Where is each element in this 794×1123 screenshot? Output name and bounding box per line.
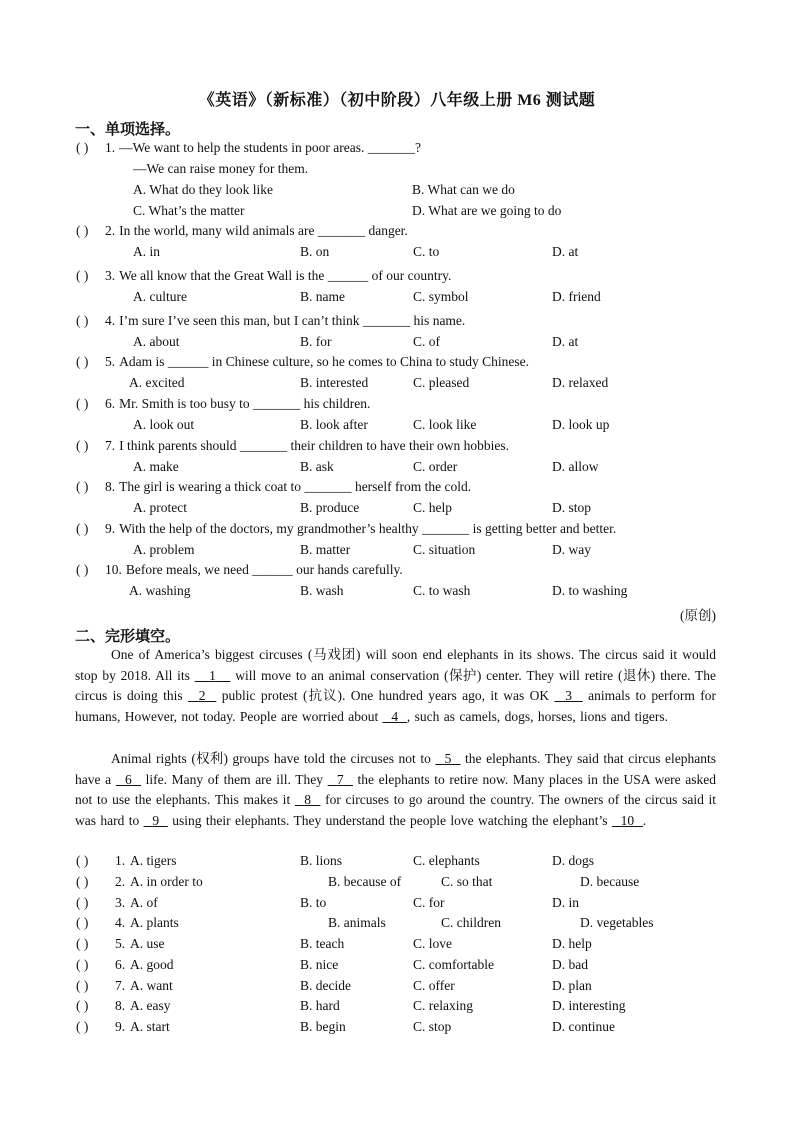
answer-paren: ( ) <box>76 223 89 238</box>
option: C. help <box>413 500 452 515</box>
question-text: We all know that the Great Wall is the ______ of our country. <box>119 268 452 283</box>
question-number: 10. <box>105 562 122 577</box>
option: B. on <box>300 244 330 259</box>
option: B. lions <box>300 853 343 868</box>
question-stem <box>105 223 408 239</box>
answer-paren: ( ) <box>76 313 89 328</box>
question-stem <box>105 479 471 495</box>
answer-paren: ( ) <box>76 978 89 993</box>
option: C. pleased <box>413 375 470 390</box>
question-text: With the help of the doctors, my grandmother’s healthy _______ is getting better and better. <box>119 521 617 536</box>
option: B. nice <box>300 957 339 972</box>
question-number: 1. <box>115 853 126 868</box>
answer-paren: ( ) <box>76 957 89 972</box>
option: C. elephants <box>413 853 480 868</box>
question-stem <box>105 438 509 454</box>
section-2-heading: 二、完形填空。 <box>75 629 181 645</box>
question-text: I think parents should _______ their children to have their own hobbies. <box>119 438 510 453</box>
option: D. at <box>552 334 579 349</box>
option: D. relaxed <box>552 375 609 390</box>
option: A. want <box>130 978 173 993</box>
cloze-paragraph-1: One of America’s biggest circuses (马戏团) will soon end elephants in its shows. The circus said it would stop by 2018. All its 1 will move to an animal conservation (保护) center. They will retire (退休) there. The circus is doing this 2 public protest (抗议). One hundred years ago, it was OK 3 animals to perform for humans, However, not today. People are worried about 4 , such as camels, dogs, horses, lions and tigers. <box>75 647 717 725</box>
option: A. good <box>130 957 174 972</box>
blank-9: 9 <box>152 813 160 829</box>
option: C. What’s the matter <box>133 203 245 218</box>
option: B. to <box>300 895 327 910</box>
option: C. offer <box>413 978 455 993</box>
option: A. make <box>133 459 179 474</box>
question-number: 4. <box>115 915 126 930</box>
option: A. look out <box>133 417 195 432</box>
answer-paren: ( ) <box>76 268 89 283</box>
question-number: 9. <box>115 1019 126 1034</box>
option: A. problem <box>133 542 195 557</box>
answer-paren: ( ) <box>76 853 89 868</box>
option: D. to washing <box>552 583 628 598</box>
option: D. at <box>552 244 579 259</box>
blank-10: 10 <box>620 813 635 829</box>
option: C. order <box>413 459 458 474</box>
option: D. in <box>552 895 579 910</box>
option: C. symbol <box>413 289 469 304</box>
cloze-paragraph-2: Animal rights (权利) groups have told the circuses not to 5 the elephants. They said that circus elephants have a 6 life. Many of them are ill. They 7 the elephants to retire now. Many places in the USA were asked not to use the elephants. This makes it 8 for circuses to go around the country. The owners of the circus said it was hard to 9 using their elephants. They understand the people love watching the elephant’s 10 . <box>75 751 717 829</box>
question-response: —We can raise money for them. <box>133 161 309 176</box>
option: D. continue <box>552 1019 615 1034</box>
option: D. vegetables <box>580 915 654 930</box>
option: B. because of <box>328 874 402 889</box>
option: B. begin <box>300 1019 346 1034</box>
question-number: 8. <box>105 479 116 494</box>
question-number: 3. <box>115 895 126 910</box>
option: A. What do they look like <box>133 182 273 197</box>
option: D. look up <box>552 417 610 432</box>
question-number: 1. <box>105 140 116 155</box>
option: B. animals <box>328 915 386 930</box>
option: C. for <box>413 895 445 910</box>
question-number: 6. <box>115 957 126 972</box>
option: C. love <box>413 936 452 951</box>
answer-paren: ( ) <box>76 874 89 889</box>
answer-paren: ( ) <box>76 479 89 494</box>
question-number: 7. <box>115 978 126 993</box>
option: C. to wash <box>413 583 471 598</box>
question-number: 3. <box>105 268 116 283</box>
option: B. wash <box>300 583 344 598</box>
question-text: The girl is wearing a thick coat to _______ herself from the cold. <box>119 479 472 494</box>
page-title: 《英语》（新标准）（初中阶段）八年级上册 M6 测试题 <box>198 92 596 109</box>
option: C. stop <box>413 1019 452 1034</box>
option: D. dogs <box>552 853 595 868</box>
question-text: Mr. Smith is too busy to _______ his children. <box>119 396 371 411</box>
option: D. because <box>580 874 640 889</box>
option: A. protect <box>133 500 187 515</box>
question-number: 2. <box>115 874 126 889</box>
answer-paren: ( ) <box>76 438 89 453</box>
option: B. What can we do <box>412 182 515 197</box>
option: A. in <box>133 244 160 259</box>
answer-paren: ( ) <box>76 521 89 536</box>
blank-1: 1 <box>209 667 216 683</box>
answer-paren: ( ) <box>76 396 89 411</box>
original-note: (原创) <box>680 608 716 623</box>
question-stem <box>105 521 616 537</box>
option: A. tigers <box>130 853 177 868</box>
option: C. situation <box>413 542 476 557</box>
blank-3: 3 <box>565 688 572 704</box>
question-number: 9. <box>105 521 116 536</box>
option: A. in order to <box>130 874 203 889</box>
question-number: 6. <box>105 396 116 411</box>
option: D. What are we going to do <box>412 203 562 218</box>
option: C. of <box>413 334 440 349</box>
option: A. easy <box>130 998 171 1013</box>
question-text: I’m sure I’ve seen this man, but I can’t think _______ his name. <box>119 313 466 328</box>
question-number: 7. <box>105 438 116 453</box>
answer-paren: ( ) <box>76 1019 89 1034</box>
option: C. relaxing <box>413 998 473 1013</box>
question-stem <box>105 268 451 284</box>
option: D. stop <box>552 500 592 515</box>
answer-paren: ( ) <box>76 895 89 910</box>
answer-paren: ( ) <box>76 354 89 369</box>
option: A. use <box>130 936 165 951</box>
option: A. of <box>130 895 158 910</box>
option: D. interesting <box>552 998 626 1013</box>
option: A. culture <box>133 289 187 304</box>
answer-paren: ( ) <box>76 998 89 1013</box>
question-number: 5. <box>115 936 126 951</box>
option: B. interested <box>300 375 369 390</box>
blank-8: 8 <box>304 792 312 808</box>
blank-2: 2 <box>198 688 206 704</box>
question-text: Before meals, we need ______ our hands carefully. <box>125 562 403 577</box>
option: A. washing <box>129 583 191 598</box>
option: C. so that <box>441 874 493 889</box>
question-number: 4. <box>105 313 116 328</box>
option: D. friend <box>552 289 601 304</box>
question-stem <box>105 313 465 329</box>
option: B. produce <box>300 500 360 515</box>
question-text: In the world, many wild animals are _______ danger. <box>119 223 408 238</box>
blank-6: 6 <box>124 771 132 787</box>
blank-5: 5 <box>444 751 452 766</box>
question-text: —We want to help the students in poor areas. _______? <box>119 140 421 155</box>
option: A. plants <box>130 915 179 930</box>
option: A. excited <box>129 375 185 390</box>
answer-paren: ( ) <box>76 140 89 155</box>
question-number: 2. <box>105 223 116 238</box>
question-stem <box>105 354 529 370</box>
blank-4: 4 <box>391 709 399 725</box>
option: D. plan <box>552 978 592 993</box>
option: A. about <box>133 334 180 349</box>
option: B. matter <box>300 542 351 557</box>
option: B. name <box>300 289 345 304</box>
question-stem <box>105 140 421 156</box>
section-1-heading: 一、单项选择。 <box>75 122 181 138</box>
question-stem <box>105 562 403 578</box>
option: D. help <box>552 936 592 951</box>
question-stem <box>105 396 370 412</box>
option: B. look after <box>300 417 368 432</box>
option: B. hard <box>300 998 340 1013</box>
option: C. look like <box>413 417 477 432</box>
option: D. bad <box>552 957 588 972</box>
option: D. way <box>552 542 591 557</box>
question-text: Adam is ______ in Chinese culture, so he comes to China to study Chinese. <box>119 354 529 369</box>
question-number: 8. <box>115 998 126 1013</box>
option: C. to <box>413 244 440 259</box>
option: A. start <box>130 1019 170 1034</box>
option: B. teach <box>300 936 345 951</box>
answer-paren: ( ) <box>76 915 89 930</box>
option: C. children <box>441 915 501 930</box>
question-number: 5. <box>105 354 116 369</box>
option: C. comfortable <box>413 957 494 972</box>
option: B. decide <box>300 978 351 993</box>
answer-paren: ( ) <box>76 936 89 951</box>
answer-paren: ( ) <box>76 562 89 577</box>
option: B. ask <box>300 459 334 474</box>
blank-7: 7 <box>336 771 344 787</box>
option: D. allow <box>552 459 599 474</box>
option: B. for <box>300 334 332 349</box>
